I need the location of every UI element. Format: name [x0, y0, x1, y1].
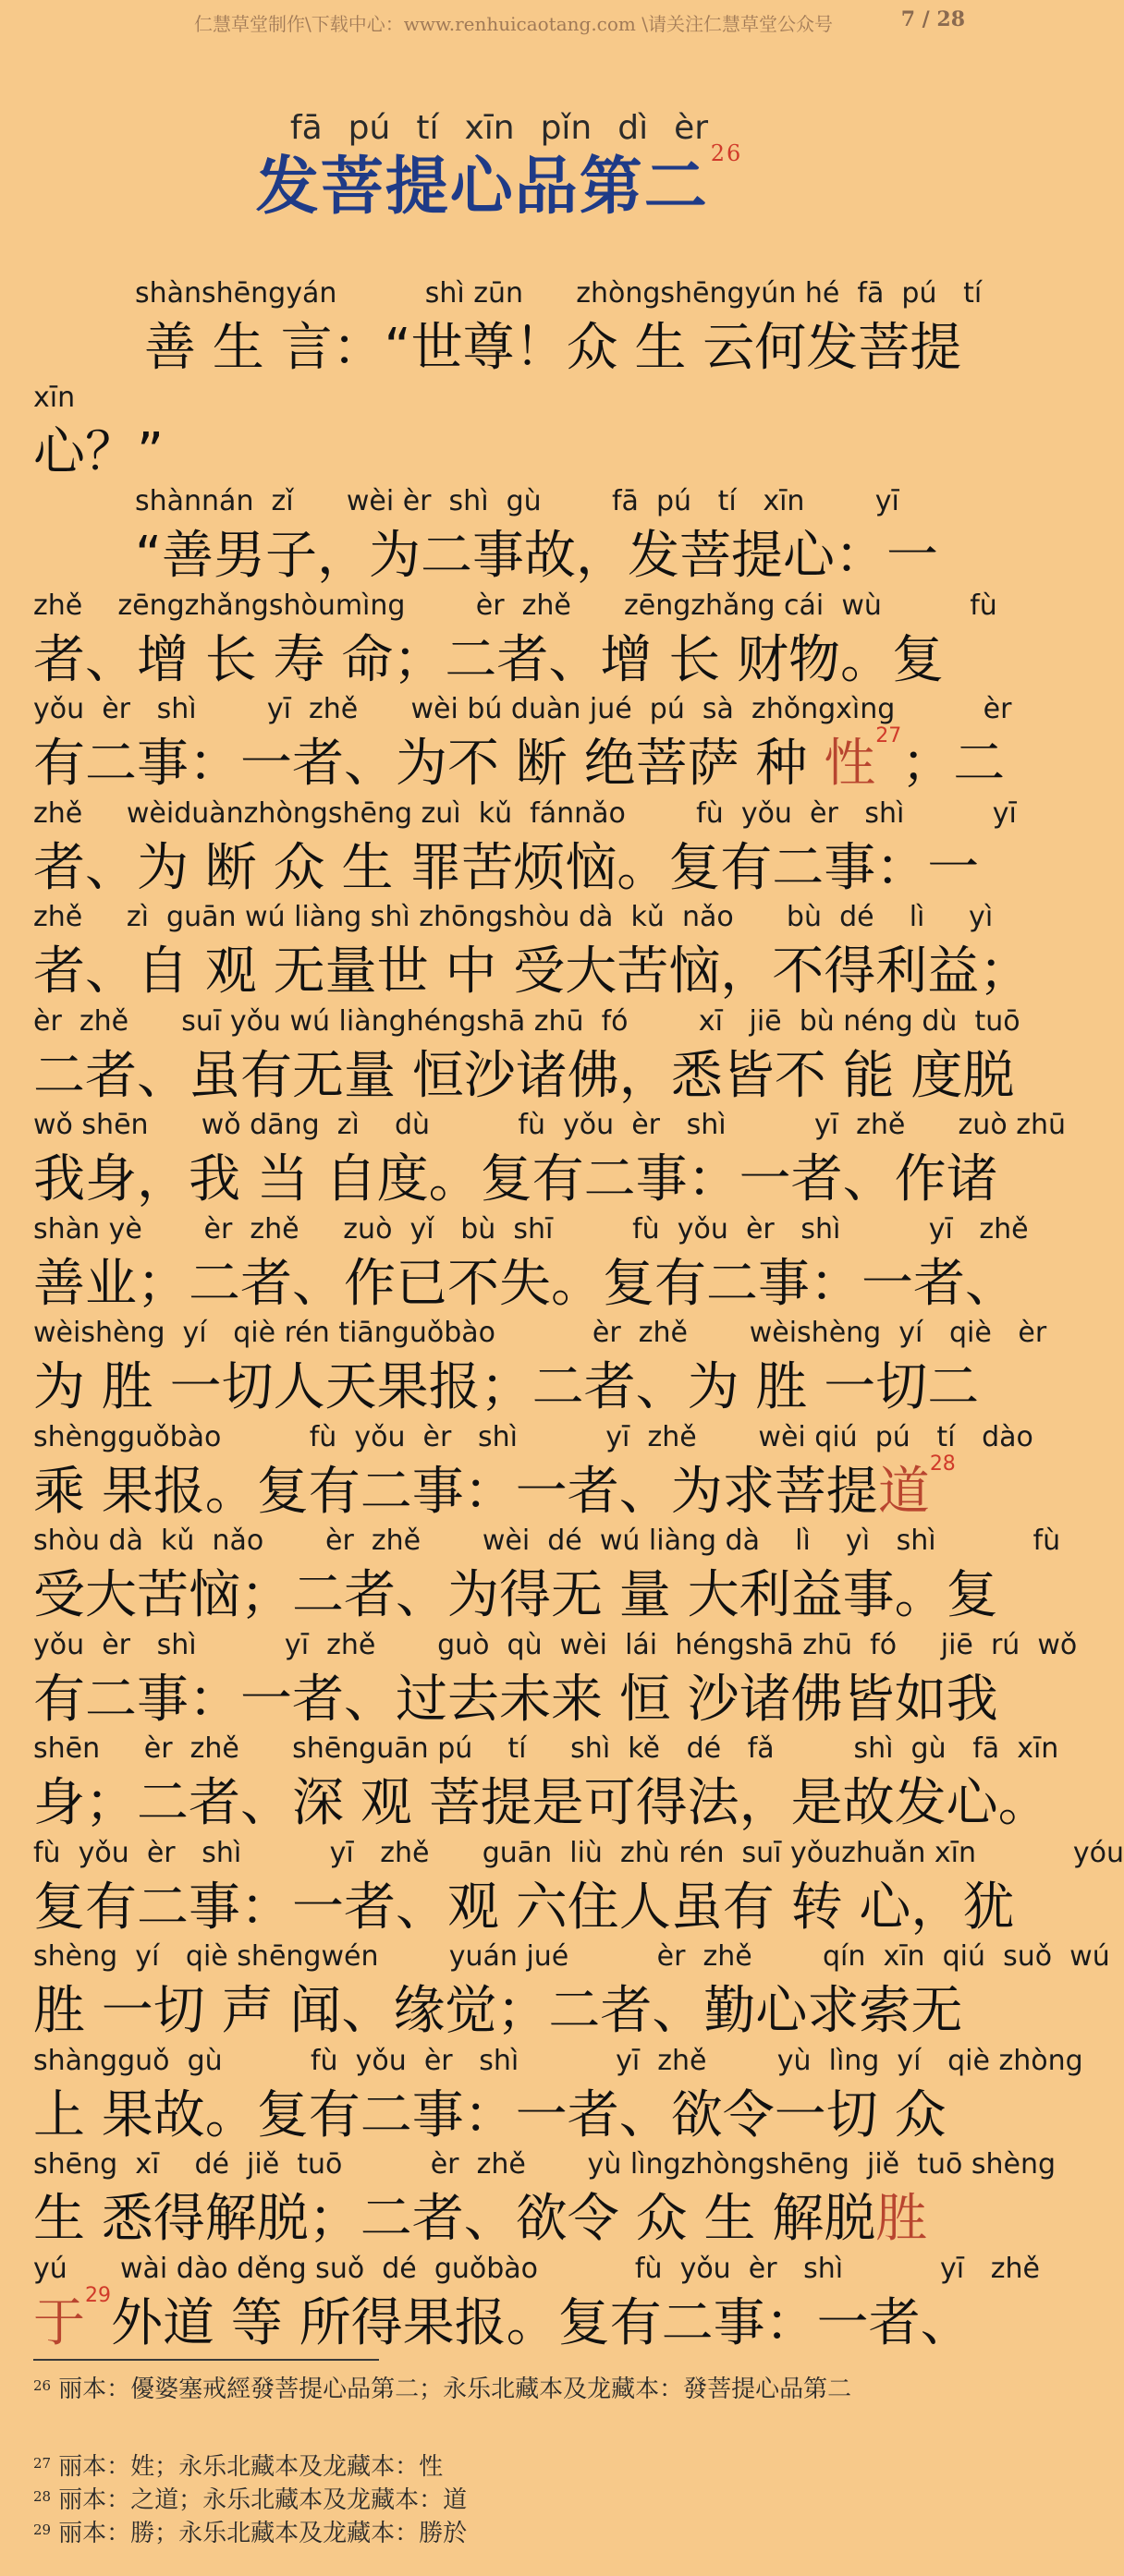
footnote-number: 27	[33, 2455, 52, 2472]
hanzi-line	[33, 723, 1005, 796]
hanzi-text: 生 悉得解脱；二者、欲令 众 生 解脱	[33, 2189, 876, 2249]
footnote-28	[33, 2482, 967, 2519]
hanzi-text: 胜 一切 声 闻、缘觉；二者、勤心求索无	[33, 1981, 963, 2041]
pinyin-line: yǒu èr shì yī zhě guò qù wèi lái héngshā zhū fó jiē rú wǒ	[33, 1628, 1078, 1661]
pinyin-line: èr zhě suī yǒu wú liànghéngshā zhū fó xī jiē bù néng dù tuō	[33, 1004, 1020, 1038]
text-line	[0, 1836, 1124, 1951]
text-line	[0, 901, 1032, 1015]
hanzi-line	[144, 307, 961, 381]
footnote-ref[interactable]: 28	[929, 1452, 956, 1476]
pinyin-line: shànshēngyán shì zūn zhòngshēngyún hé fā pú tí	[135, 277, 983, 310]
hanzi-text: 外道 等 所得果报。复有二事：一者、	[111, 2292, 972, 2353]
hanzi-line	[33, 1970, 962, 2044]
hanzi-line	[33, 2282, 972, 2356]
hanzi-line	[33, 1866, 1014, 1940]
text-line	[0, 693, 1012, 808]
hanzi-line	[33, 2178, 927, 2252]
pinyin-line: wèishèng yí qiè rén tiānguǒbào èr zhě wèishèng yí qiè èr	[33, 1317, 1047, 1349]
text-line	[0, 1628, 1078, 1744]
hanzi-text: 心？”	[33, 421, 165, 482]
footnote-ref[interactable]: 26	[710, 140, 743, 166]
hanzi-line	[33, 1554, 998, 1628]
footnote-number: 26	[33, 2377, 52, 2394]
hanzi-line	[33, 930, 1031, 1004]
hanzi-text: 为 胜 一切人天果报；二者、为 胜 一切二	[33, 1357, 980, 1417]
footnote-number: 29	[33, 2521, 52, 2538]
text-line	[0, 1420, 1033, 1536]
hanzi-line	[33, 827, 979, 901]
hanzi-text: 上 果故。复有二事：一者、欲令一切 众	[33, 2084, 947, 2145]
text-line	[0, 485, 998, 600]
pinyin-line: fù yǒu èr shì yī zhě guān liù zhù rén suī yǒuzhuǎn xīn yóu	[33, 1836, 1124, 1869]
hanzi-text: 者、增 长 寿 命；二者、增 长 财物。复	[33, 629, 945, 690]
title-pinyin-syllable: fā	[289, 109, 323, 147]
hanzi-line	[33, 619, 944, 693]
pinyin-line: yǒu èr shì yī zhě wèi bú duàn jué pú sà zhǒngxìng èr	[33, 693, 1012, 725]
hanzi-line	[33, 1659, 998, 1732]
text-line	[0, 1004, 1020, 1120]
footnote-text: 丽本：姓；永乐北藏本及龙藏本：性	[58, 2453, 444, 2481]
footnote-ref[interactable]: 27	[875, 724, 902, 747]
title-pinyin-syllable: pú	[348, 109, 391, 147]
hanzi-line	[33, 1762, 1050, 1836]
hanzi-text: 善业；二者、作已不失。复有二事：一者、	[33, 1253, 1017, 1314]
page-header	[0, 0, 998, 46]
highlighted-char: 道	[877, 1461, 930, 1522]
hanzi-text: 乘 果报。复有二事：一者、为求菩提	[33, 1461, 878, 1522]
footnote-27	[33, 2448, 967, 2485]
footnote-29	[33, 2515, 967, 2552]
hanzi-text: 复有二事：一者、观 六住人虽有 转 心，犹	[33, 1877, 1015, 1938]
text-line	[0, 2148, 1057, 2263]
pinyin-line: shēn èr zhě shēnguān pú tí shì kě dé fǎ shì gù fā xīn	[33, 1732, 1059, 1765]
text-line	[0, 1940, 1110, 2055]
hanzi-text: 二者、虽有无量 恒沙诸佛，悉皆不 能 度脱	[33, 1045, 1015, 1106]
pinyin-line: shèng yí qiè shēngwén yuán jué èr zhě qín xīn qiú suǒ wú	[33, 1940, 1110, 1973]
pinyin-line: xīn	[33, 381, 76, 414]
hanzi-text: 善 生 言：“世尊！众 生 云何发菩提	[144, 318, 962, 378]
hanzi-line	[33, 1035, 1014, 1109]
footnote-text: 丽本：勝；永乐北藏本及龙藏本：勝於	[58, 2520, 468, 2547]
highlighted-char: 性	[824, 734, 876, 794]
footnote-ref[interactable]: 29	[85, 2283, 111, 2307]
text-line	[0, 1212, 1029, 1328]
pinyin-line: wǒ shēn wǒ dāng zì dù fù yǒu èr shì yī zhě zuò zhū	[33, 1109, 1066, 1141]
page-number: 7 / 28	[900, 7, 965, 31]
hanzi-line	[33, 2074, 947, 2148]
pinyin-line: shòu dà kǔ nǎo èr zhě wèi dé wú liàng dà lì yì shì fù	[33, 1525, 1061, 1557]
hanzi-text: 身；二者、深 观 菩提是可得法，是故发心。	[33, 1773, 1050, 1833]
footnote-number: 28	[33, 2488, 52, 2505]
pinyin-line: zhě wèiduànzhòngshēng zuì kǔ fánnǎo fù yǒu èr shì yī	[33, 796, 1017, 830]
footnote-text: 丽本：優婆塞戒經發菩提心品第二；永乐北藏本及龙藏本：發菩提心品第二	[58, 2376, 852, 2403]
title-pinyin-syllable: xīn	[464, 109, 515, 147]
text-line	[0, 796, 1017, 912]
pinyin-line: zhě zì guān wú liàng shì zhōngshòu dà kǔ nǎo bù dé lì yì	[33, 901, 994, 933]
pinyin-line: zhě zēngzhǎngshòumìng èr zhě zēngzhǎng cái wù fù	[33, 589, 997, 622]
text-line	[0, 1317, 1047, 1431]
title-pinyin-syllable: tí	[416, 109, 439, 147]
hanzi-text: 者、自 观 无量世 中 受大苦恼，不得利益；	[33, 942, 1032, 1002]
hanzi-line	[33, 1451, 956, 1525]
hanzi-text: “善男子，为二事故，发菩提心：一	[135, 526, 939, 586]
hanzi-line	[33, 411, 164, 485]
footnote-text: 丽本：之道；永乐北藏本及龙藏本：道	[58, 2486, 468, 2514]
hanzi-text: 受大苦恼；二者、为得无 量 大利益事。复	[33, 1565, 998, 1625]
title-pinyin-syllable: èr	[674, 109, 709, 147]
hanzi-line	[33, 1243, 1017, 1317]
hanzi-line	[33, 1346, 979, 1420]
pinyin-line: yú wài dào děng suǒ dé guǒbào fù yǒu èr shì yī zhě	[33, 2252, 1040, 2285]
text-line	[0, 277, 998, 392]
hanzi-text: 者、为 断 众 生 罪苦烦恼。复有二事：一	[33, 837, 980, 898]
text-line	[0, 589, 998, 704]
footnote-divider	[33, 2359, 379, 2361]
hanzi-line	[33, 1138, 998, 1212]
pinyin-line: shàn yè èr zhě zuò yǐ bù shī fù yǒu èr shì yī zhě	[33, 1212, 1029, 1245]
hanzi-tail: ；二	[901, 734, 1006, 794]
text-line	[0, 1525, 1061, 1639]
text-line	[0, 1732, 1059, 1847]
pinyin-line: shàngguǒ gù fù yǒu èr shì yī zhě yù lìng yí qiè zhòng	[33, 2044, 1083, 2077]
hanzi-text: 有二事：一者、为不 断 绝菩萨 种	[33, 734, 825, 794]
hanzi-text: 我身，我 当 自度。复有二事：一者、作诸	[33, 1149, 998, 1209]
text-line	[0, 2044, 1083, 2159]
text-line	[0, 382, 998, 496]
hanzi-text: 有二事：一者、过去未来 恒 沙诸佛皆如我	[33, 1669, 998, 1730]
chapter-title-text: 发菩提心品第二	[255, 150, 709, 224]
site-banner: 仁慧草堂制作\下载中心：www.renhuicaotang.com \请关注仁慧草堂公众号	[194, 13, 833, 35]
text-line	[0, 1109, 1066, 1223]
pinyin-line: shèngguǒbào fù yǒu èr shì yī zhě wèi qiú pú tí dào	[33, 1420, 1033, 1453]
pinyin-line: shēng xī dé jiě tuō èr zhě yù lìngzhòngshēng jiě tuō shèng	[33, 2148, 1057, 2181]
title-pinyin-syllable: dì	[617, 109, 649, 147]
pinyin-line: shànnán zǐ wèi èr shì gù fā pú tí xīn yī	[135, 485, 899, 517]
chapter-title	[0, 137, 998, 226]
text-line	[0, 2252, 1040, 2367]
footnote-26	[33, 2371, 967, 2408]
highlighted-char: 于	[33, 2292, 85, 2353]
highlighted-char: 胜	[875, 2189, 928, 2249]
hanzi-line	[135, 515, 938, 589]
title-pinyin-syllable: pǐn	[540, 109, 593, 147]
